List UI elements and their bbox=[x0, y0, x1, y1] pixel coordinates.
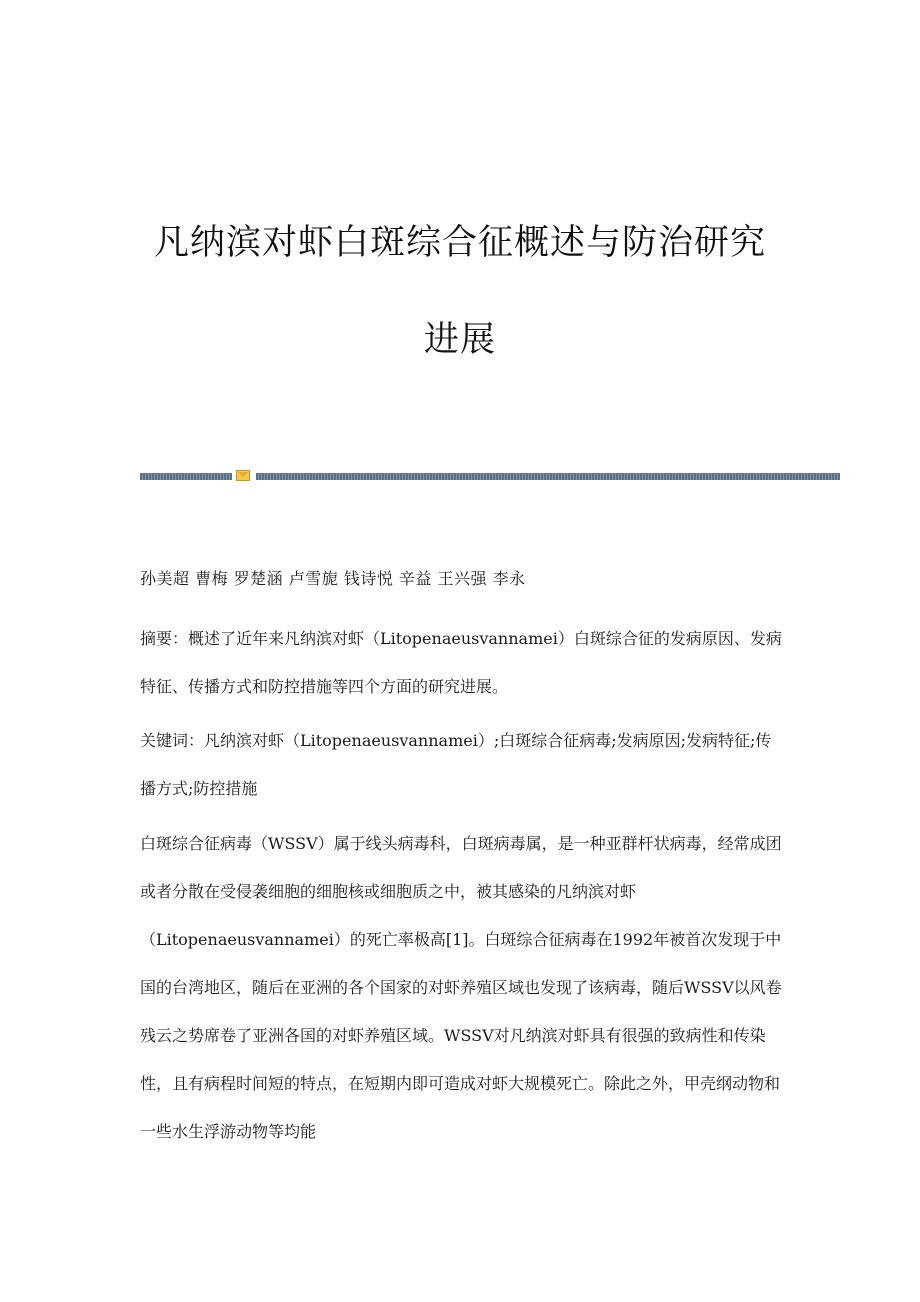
abstract: 摘要：概述了近年来凡纳滨对虾（Litopenaeusvannamei）白斑综合征的发病原因、发病特征、传播方式和防控措施等四个方面的研究进展。 bbox=[140, 629, 782, 696]
divider-bar-right bbox=[256, 473, 840, 480]
envelope-icon bbox=[236, 470, 250, 481]
title-line-1: 凡纳滨对虾白斑综合征概述与防治研究 bbox=[153, 223, 766, 263]
decorative-divider bbox=[140, 470, 840, 480]
keywords: 关键词：凡纳滨对虾（Litopenaeusvannamei）;白斑综合征病毒;发病原因;发病特征;传播方式;防控措施 bbox=[140, 731, 772, 798]
title-line-2: 进展 bbox=[423, 320, 496, 360]
author-list: 孙美超 曹梅 罗楚涵 卢雪旎 钱诗悦 辛益 王兴强 李永 bbox=[140, 569, 526, 588]
divider-bar-left bbox=[140, 473, 232, 480]
body-paragraph: 白斑综合征病毒（WSSV）属于线头病毒科，白斑病毒属，是一种亚群杆状病毒，经常成团或者分散在受侵袭细胞的细胞核或细胞质之中，被其感染的凡纳滨对虾（Litopenaeusvannamei）的死亡率极高[1]。白斑综合征病毒在1992年被首次发现于中国的台湾地区，随后在亚洲的各个国家的对虾养殖区域也发现了该病毒，随后WSSV以风卷残云之势席卷了亚洲各国的对虾养殖区域。WSSV对凡纳滨对虾具有很强的致病性和传染性，且有病程时间短的特点，在短期内即可造成对虾大规模死亡。除此之外，甲壳纲动物和一些水生浮游动物等均能 bbox=[140, 834, 782, 1141]
